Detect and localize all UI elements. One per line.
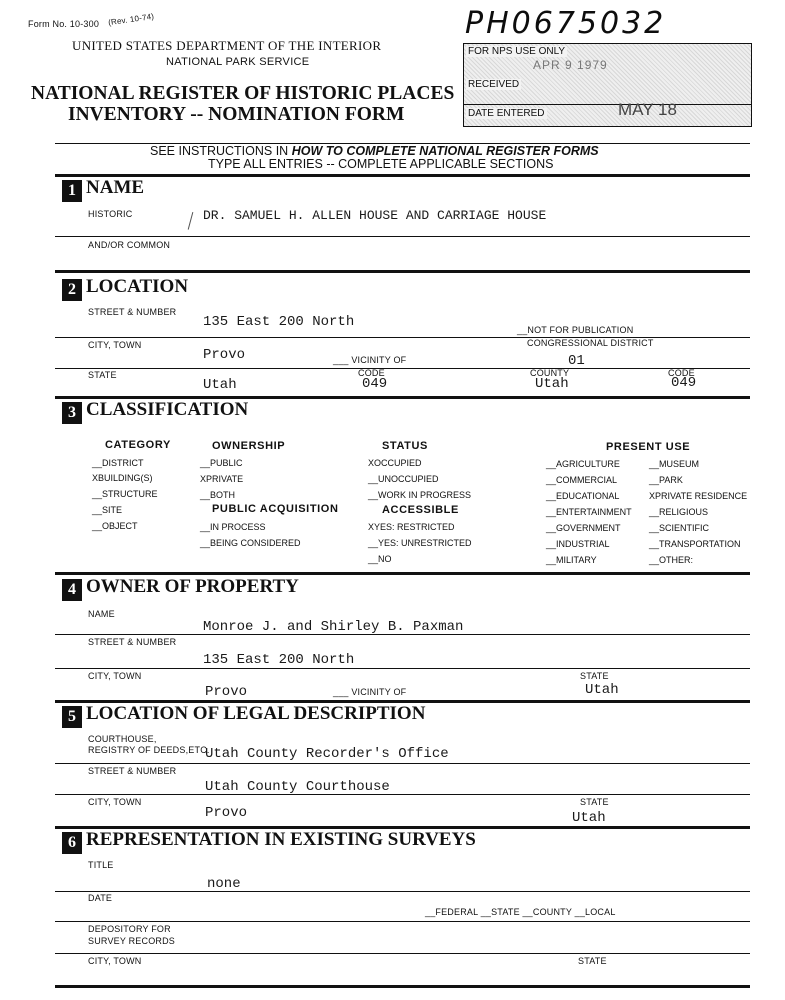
service-name: NATIONAL PARK SERVICE (166, 56, 310, 68)
congressional-district-label: CONGRESSIONAL DISTRICT (527, 338, 654, 348)
section3-title: CLASSIFICATION (86, 399, 249, 420)
category-heading: CATEGORY (105, 439, 171, 451)
category-site: __SITE (92, 505, 123, 515)
form-title-line1: NATIONAL REGISTER OF HISTORIC PLACES (31, 83, 455, 104)
section2-top-rule (55, 270, 750, 273)
section5-heading (62, 703, 425, 728)
owner-name-label: NAME (88, 609, 115, 619)
instructions-prefix: SEE INSTRUCTIONS IN (150, 144, 292, 158)
section3-heading (62, 399, 248, 424)
use-military: __MILITARY (546, 555, 597, 565)
category-district: __DISTRICT (92, 458, 144, 468)
use-park: __PARK (649, 475, 683, 485)
ownership-private: XPRIVATE (200, 474, 244, 484)
location-code-value: 049 (362, 376, 388, 392)
category-object: __OBJECT (92, 521, 138, 531)
owner-name-rule (55, 634, 750, 635)
legal-street-value: Utah County Courthouse (205, 779, 390, 795)
legal-city-value: Provo (205, 805, 248, 821)
received-label: RECEIVED (468, 79, 520, 90)
historic-rule (55, 236, 750, 237)
legal-street-rule (55, 794, 750, 795)
location-city-label: CITY, TOWN (88, 340, 142, 350)
location-city-value: Provo (203, 347, 246, 363)
public-acquisition-heading: PUBLIC ACQUISITION (212, 503, 339, 515)
status-occupied: XOCCUPIED (368, 458, 422, 468)
use-entertainment: __ENTERTAINMENT (546, 507, 632, 517)
section6-title: REPRESENTATION IN EXISTING SURVEYS (86, 829, 476, 850)
legal-state-label: STATE (580, 797, 609, 807)
survey-date-label: DATE (88, 893, 113, 903)
survey-title-rule (55, 891, 750, 892)
instructions-line1 (150, 144, 599, 158)
owner-state-value: Utah (585, 682, 619, 698)
survey-state-label: STATE (578, 956, 607, 966)
present-use-heading: PRESENT USE (606, 441, 691, 453)
section2-title: LOCATION (86, 276, 189, 297)
section1-number: 1 (62, 180, 82, 202)
form-bottom-rule (55, 985, 750, 988)
section1-title: NAME (86, 177, 145, 198)
owner-name-value: Monroe J. and Shirley B. Paxman (203, 619, 464, 635)
date-entered-stamp: MAY 18 (618, 100, 677, 119)
courthouse-value: Utah County Recorder's Office (205, 746, 449, 762)
use-commercial: __COMMERCIAL (546, 475, 618, 485)
status-unoccupied: __UNOCCUPIED (368, 474, 439, 484)
depository-label-line1: DEPOSITORY FOR (88, 924, 171, 934)
use-museum: __MUSEUM (649, 459, 700, 469)
location-state-label: STATE (88, 370, 117, 380)
location-city-rule (55, 368, 750, 369)
courthouse-label-line2: REGISTRY OF DEEDS,ETC. (88, 745, 210, 755)
section4-title: OWNER OF PROPERTY (86, 576, 299, 597)
owner-vicinity-option: ___ VICINITY OF (333, 687, 407, 697)
accessible-yes-unrestricted: __YES: UNRESTRICTED (368, 538, 472, 548)
accessible-no: __NO (368, 554, 392, 564)
survey-level-options: __FEDERAL __STATE __COUNTY __LOCAL (425, 907, 616, 917)
depository-label-line2: SURVEY RECORDS (88, 936, 175, 946)
owner-street-rule (55, 668, 750, 669)
date-entered-label: DATE ENTERED (468, 108, 545, 119)
section4-heading (62, 576, 299, 601)
department-name: UNITED STATES DEPARTMENT OF THE INTERIOR (72, 38, 382, 53)
form-title-line2: INVENTORY -- NOMINATION FORM (68, 104, 405, 125)
survey-title-label: TITLE (88, 860, 114, 870)
accessible-yes-restricted: XYES: RESTRICTED (368, 522, 455, 532)
legal-state-value: Utah (572, 810, 606, 826)
nps-use-only-label: FOR NPS USE ONLY (468, 46, 566, 57)
pen-mark (188, 212, 195, 230)
historic-name-value: DR. SAMUEL H. ALLEN HOUSE AND CARRIAGE HOUSE (203, 208, 547, 223)
location-county-code-label: CODE (668, 368, 695, 378)
status-heading: STATUS (382, 440, 428, 452)
location-state-value: Utah (203, 377, 237, 393)
form-number: Form No. 10-300 (28, 19, 100, 29)
location-vicinity-option: ___ VICINITY OF (333, 355, 407, 365)
section4-top-rule (55, 572, 750, 575)
handwritten-reference-number: PH0675032 (465, 6, 667, 41)
use-private-residence: XPRIVATE RESIDENCE (649, 491, 748, 501)
received-stamp: APR 9 1979 (533, 58, 608, 72)
section2-number: 2 (62, 279, 82, 301)
ownership-both: __BOTH (200, 490, 236, 500)
legal-city-label: CITY, TOWN (88, 797, 142, 807)
form-revision: (Rev. 10-74) (107, 11, 155, 28)
use-government: __GOVERNMENT (546, 523, 621, 533)
owner-street-label: STREET & NUMBER (88, 637, 177, 647)
ownership-heading: OWNERSHIP (212, 440, 286, 452)
survey-title-value: none (207, 876, 241, 892)
use-scientific: __SCIENTIFIC (649, 523, 710, 533)
nps-box-divider (463, 104, 752, 105)
use-educational: __EDUCATIONAL (546, 491, 620, 501)
survey-city-label: CITY, TOWN (88, 956, 142, 966)
owner-city-label: CITY, TOWN (88, 671, 142, 681)
location-street-value: 135 East 200 North (203, 314, 355, 330)
location-county-value: Utah (535, 376, 569, 392)
category-buildings: XBUILDING(S) (92, 473, 153, 483)
acquisition-in-process: __IN PROCESS (200, 522, 266, 532)
depository-rule (55, 953, 750, 954)
survey-date-rule (55, 921, 750, 922)
owner-city-value: Provo (205, 684, 248, 700)
accessible-heading: ACCESSIBLE (382, 504, 459, 516)
section5-title: LOCATION OF LEGAL DESCRIPTION (86, 703, 426, 724)
owner-street-value: 135 East 200 North (203, 652, 355, 668)
location-street-label: STREET & NUMBER (88, 307, 177, 317)
section1-top-rule (55, 174, 750, 177)
instructions-guide-title: HOW TO COMPLETE NATIONAL REGISTER FORMS (291, 144, 599, 158)
section1-heading (62, 177, 144, 202)
instructions-line2: TYPE ALL ENTRIES -- COMPLETE APPLICABLE SECTIONS (208, 157, 554, 171)
use-transportation: __TRANSPORTATION (649, 539, 741, 549)
section4-number: 4 (62, 579, 82, 601)
section3-number: 3 (62, 402, 82, 424)
ownership-public: __PUBLIC (200, 458, 243, 468)
section6-heading (62, 829, 476, 854)
legal-street-label: STREET & NUMBER (88, 766, 177, 776)
congressional-district-value: 01 (568, 353, 585, 369)
use-industrial: __INDUSTRIAL (546, 539, 610, 549)
not-for-publication-option: __NOT FOR PUBLICATION (517, 325, 634, 335)
use-other: __OTHER: (649, 555, 694, 565)
section5-number: 5 (62, 706, 82, 728)
location-county-label: COUNTY (530, 368, 570, 378)
location-county-code-value: 049 (671, 375, 697, 391)
section2-heading (62, 276, 188, 301)
status-work-in-progress: __WORK IN PROGRESS (368, 490, 472, 500)
historic-label: HISTORIC (88, 209, 133, 219)
courthouse-label-line1: COURTHOUSE, (88, 734, 157, 744)
section6-number: 6 (62, 832, 82, 854)
use-religious: __RELIGIOUS (649, 507, 709, 517)
courthouse-rule (55, 763, 750, 764)
location-code-label: CODE (358, 368, 385, 378)
acquisition-being-considered: __BEING CONSIDERED (200, 538, 301, 548)
common-name-label: AND/OR COMMON (88, 240, 171, 250)
use-agriculture: __AGRICULTURE (546, 459, 620, 469)
owner-state-label: STATE (580, 671, 609, 681)
category-structure: __STRUCTURE (92, 489, 158, 499)
